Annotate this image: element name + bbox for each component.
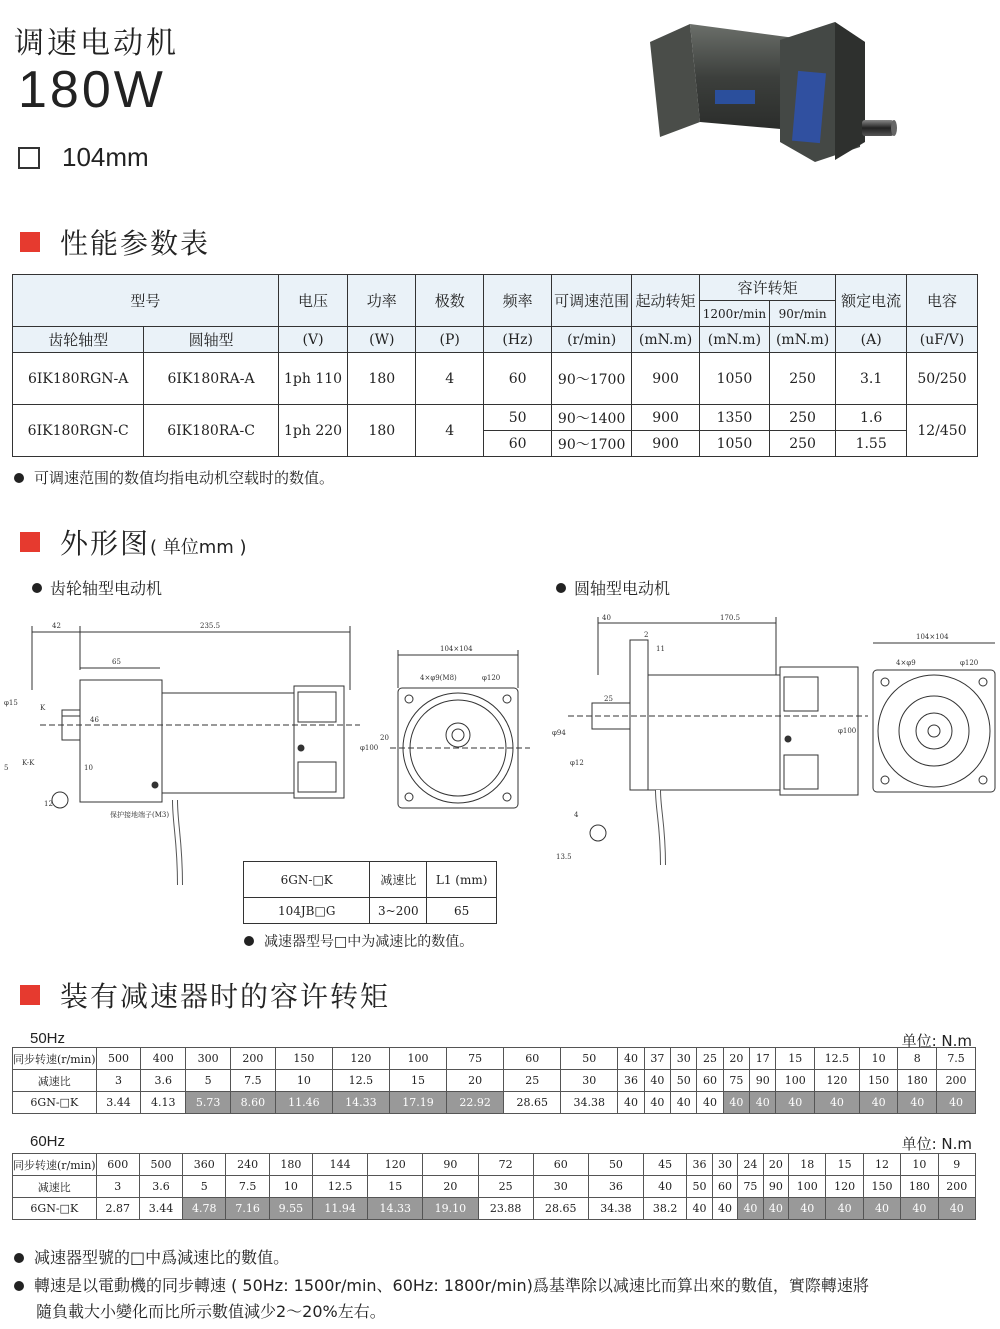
speed-cell: 120	[332, 1048, 389, 1070]
value-cell: 40	[618, 1092, 644, 1114]
outline-title-text: 外形图	[60, 527, 151, 560]
ratio-cell: 5	[186, 1070, 231, 1092]
bullet-icon	[244, 936, 254, 946]
square-icon	[18, 147, 40, 169]
dim-40: 40	[602, 614, 611, 622]
model-gear: 6IK180RGN-C	[13, 405, 144, 457]
speed-cell: 60	[504, 1048, 561, 1070]
value-cell: 2.87	[96, 1198, 139, 1220]
section-marker-icon	[20, 532, 40, 552]
dim-120: φ120	[482, 674, 501, 682]
start-torque-value: 900	[632, 405, 700, 431]
model-round: 6IK180RA-C	[144, 405, 278, 457]
performance-section-title: 性能参数表	[60, 227, 211, 260]
dim-kk: K-K	[22, 759, 35, 767]
speed-cell: 150	[275, 1048, 332, 1070]
unit-cell: (Hz)	[484, 327, 552, 353]
value-cell: 40	[776, 1092, 815, 1114]
torque-1200-value: 1050	[699, 353, 769, 405]
ratio-cell: 180	[898, 1070, 937, 1092]
gear-table-header: L1 (mm)	[427, 862, 497, 898]
range-value: 90～1400	[552, 405, 632, 431]
value-cell: 4.78	[183, 1198, 226, 1220]
ratio-cell: 90	[763, 1176, 788, 1198]
value-cell: 40	[859, 1092, 898, 1114]
speed-cell: 75	[447, 1048, 504, 1070]
dim-4: 4	[574, 811, 579, 819]
freq-60-label: 60Hz	[30, 1133, 66, 1150]
speed-cell: 60	[533, 1154, 588, 1176]
torque-table-60	[12, 1153, 976, 1220]
row-header-value: 6GN-□K	[13, 1198, 97, 1220]
value-cell: 22.92	[447, 1092, 504, 1114]
dim-5: 5	[4, 764, 9, 772]
speed-cell: 120	[368, 1154, 423, 1176]
torque-table-50	[12, 1047, 976, 1114]
round-motor-label	[556, 576, 670, 599]
table-row	[13, 1198, 976, 1220]
section-marker-icon	[20, 232, 40, 252]
value-cell: 3.44	[96, 1092, 141, 1114]
model-round: 6IK180RA-A	[144, 353, 278, 405]
current-value: 3.1	[836, 353, 907, 405]
ratio-cell: 5	[183, 1176, 226, 1198]
unit-cell: (mN.m)	[699, 327, 769, 353]
bullet-icon	[14, 473, 24, 483]
row-header-ratio: 减速比	[13, 1176, 97, 1198]
header-frequency: 频率	[484, 275, 552, 327]
round-motor-label-text: 圆轴型电动机	[574, 579, 671, 598]
product-title: 调速电动机	[14, 26, 179, 61]
footnote-1	[14, 1245, 869, 1271]
ratio-cell: 25	[478, 1176, 533, 1198]
torque-1200-value: 1050	[699, 431, 769, 457]
voltage-value: 1ph 110	[278, 353, 348, 405]
speed-cell: 72	[478, 1154, 533, 1176]
gear-motor-label	[32, 576, 162, 599]
dim-25: 25	[604, 695, 613, 703]
ratio-cell: 180	[901, 1176, 938, 1198]
header-model: 型号	[13, 275, 279, 327]
dim-12-shaft: φ12	[570, 759, 584, 767]
performance-note	[14, 467, 334, 488]
ratio-cell: 60	[697, 1070, 723, 1092]
dim-42: 42	[52, 622, 61, 630]
value-cell: 7.16	[226, 1198, 269, 1220]
table-row	[13, 1048, 976, 1070]
speed-cell: 50	[588, 1154, 643, 1176]
dim-holes-round: 4×φ9	[896, 659, 916, 667]
table-row	[13, 1154, 976, 1176]
speed-cell: 36	[687, 1154, 712, 1176]
value-cell: 40	[738, 1198, 763, 1220]
model-gear: 6IK180RGN-A	[13, 353, 144, 405]
unit-cell: (uF/V)	[906, 327, 977, 353]
gear-table-note-text: 减速器型号□中为减速比的数值。	[264, 934, 474, 950]
ratio-cell: 20	[423, 1176, 478, 1198]
table-row	[13, 353, 978, 405]
value-cell: 40	[750, 1092, 776, 1114]
speed-cell: 50	[561, 1048, 618, 1070]
value-cell: 3.44	[139, 1198, 182, 1220]
gear-table-header: 减速比	[370, 862, 427, 898]
dim-235: 235.5	[200, 622, 221, 630]
bullet-icon	[14, 1281, 24, 1291]
torque-90-value: 250	[769, 353, 835, 405]
value-cell: 11.94	[313, 1198, 368, 1220]
range-value: 90～1700	[552, 431, 632, 457]
speed-cell: 25	[697, 1048, 723, 1070]
dim-2: 2	[644, 631, 649, 639]
footnote-1-text: 减速器型號的□中爲減速比的數值。	[34, 1248, 290, 1267]
speed-cell: 20	[723, 1048, 749, 1070]
freq-value: 50	[484, 405, 552, 431]
header-torque-1200: 1200r/min	[699, 301, 769, 327]
header-start-torque: 起动转矩	[632, 275, 700, 327]
start-torque-value: 900	[632, 431, 700, 457]
gear-table-cell: 65	[427, 898, 497, 924]
speed-cell: 240	[226, 1154, 269, 1176]
torque-90-value: 250	[769, 431, 835, 457]
value-cell: 40	[863, 1198, 900, 1220]
ratio-cell: 15	[389, 1070, 446, 1092]
value-cell: 4.13	[141, 1092, 186, 1114]
speed-cell: 200	[230, 1048, 275, 1070]
outline-section-heading	[20, 522, 247, 562]
dim-46: 46	[90, 716, 99, 724]
outline-section-title	[60, 522, 247, 562]
unit-label-50: 单位: N.m	[901, 1032, 972, 1050]
header-torque-90: 90r/min	[769, 301, 835, 327]
value-cell: 40	[671, 1092, 697, 1114]
ratio-cell: 120	[826, 1176, 863, 1198]
unit-cell: (mN.m)	[632, 327, 700, 353]
header-poles: 极数	[416, 275, 484, 327]
header-allow-torque: 容许转矩	[699, 275, 835, 301]
speed-cell: 100	[389, 1048, 446, 1070]
header-capacitor: 电容	[906, 275, 977, 327]
cap-value: 50/250	[906, 353, 977, 405]
value-cell: 40	[697, 1092, 723, 1114]
speed-cell: 12	[863, 1154, 900, 1176]
ratio-cell: 75	[738, 1176, 763, 1198]
speed-cell: 12.5	[815, 1048, 860, 1070]
cap-value: 12/450	[906, 405, 977, 457]
header-gear-shaft: 齿轮轴型	[13, 327, 144, 353]
performance-section-heading	[20, 222, 210, 262]
speed-cell: 400	[141, 1048, 186, 1070]
row-header-value: 6GN-□K	[13, 1092, 97, 1114]
dim-100: φ100	[360, 744, 379, 752]
ratio-cell: 40	[644, 1176, 687, 1198]
frame-size	[18, 142, 149, 173]
unit-cell: (A)	[836, 327, 907, 353]
speed-cell: 20	[763, 1154, 788, 1176]
value-cell: 14.33	[368, 1198, 423, 1220]
dim-shaft: φ15	[4, 699, 18, 707]
table-row	[13, 1092, 976, 1114]
ratio-cell: 60	[712, 1176, 737, 1198]
speed-cell: 7.5	[937, 1048, 976, 1070]
speed-cell: 90	[423, 1154, 478, 1176]
speed-cell: 45	[644, 1154, 687, 1176]
ratio-cell: 150	[859, 1070, 898, 1092]
value-cell: 11.46	[275, 1092, 332, 1114]
poles-value: 4	[416, 405, 484, 457]
current-value: 1.6	[836, 405, 907, 431]
footnotes	[14, 1245, 869, 1325]
value-cell: 34.38	[561, 1092, 618, 1114]
performance-table	[12, 274, 978, 457]
ratio-cell: 10	[269, 1176, 312, 1198]
row-header-speed: 同步转速(r/min)	[13, 1048, 97, 1070]
torque-section-title: 装有减速器时的容许转矩	[60, 980, 391, 1013]
speed-cell: 24	[738, 1154, 763, 1176]
dim-65: 65	[112, 658, 121, 666]
ratio-cell: 40	[644, 1070, 670, 1092]
value-cell: 17.19	[389, 1092, 446, 1114]
motor-label	[715, 90, 755, 104]
range-value: 90～1700	[552, 353, 632, 405]
speed-cell: 500	[139, 1154, 182, 1176]
frame-size-value: 104mm	[62, 142, 149, 172]
dim-170: 170.5	[720, 614, 741, 622]
torque-section-heading	[20, 975, 390, 1015]
gear-head-table	[243, 861, 497, 924]
ratio-cell: 12.5	[332, 1070, 389, 1092]
row-header-speed: 同步转速(r/min)	[13, 1154, 97, 1176]
value-cell: 40	[815, 1092, 860, 1114]
gear-table-cell: 104JB□G	[244, 898, 370, 924]
value-cell: 40	[712, 1198, 737, 1220]
dim-104-round: 104×104	[916, 633, 949, 641]
dim-lead: 保护接地端子(M3)	[110, 811, 170, 819]
ratio-cell: 30	[533, 1176, 588, 1198]
gear-motor-label-text: 齿轮轴型电动机	[50, 579, 163, 598]
ratio-cell: 10	[275, 1070, 332, 1092]
speed-cell: 500	[96, 1048, 141, 1070]
value-cell: 8.60	[230, 1092, 275, 1114]
ratio-cell: 100	[789, 1176, 826, 1198]
power-value: 180	[348, 353, 416, 405]
speed-cell: 8	[898, 1048, 937, 1070]
header-current: 额定电流	[836, 275, 907, 327]
table-row	[13, 405, 978, 431]
ratio-cell: 12.5	[313, 1176, 368, 1198]
dim-120-round: φ120	[960, 659, 979, 667]
footnote-2-text: 轉速是以電動機的同步轉速 ( 50Hz: 1500r/min、60Hz: 1800r/min)爲基準除以减速比而算出來的數值，實際轉速將	[34, 1276, 869, 1295]
ratio-cell: 200	[937, 1070, 976, 1092]
header-round-shaft: 圆轴型	[144, 327, 278, 353]
speed-cell: 600	[96, 1154, 139, 1176]
value-cell: 28.65	[504, 1092, 561, 1114]
poles-value: 4	[416, 353, 484, 405]
section-marker-icon	[20, 985, 40, 1005]
bullet-icon	[556, 583, 566, 593]
speed-cell: 144	[313, 1154, 368, 1176]
speed-cell: 360	[183, 1154, 226, 1176]
value-cell: 40	[938, 1198, 976, 1220]
value-cell: 9.55	[269, 1198, 312, 1220]
table-row	[13, 1176, 976, 1198]
speed-cell: 30	[671, 1048, 697, 1070]
freq-value: 60	[484, 431, 552, 457]
unit-cell: (W)	[348, 327, 416, 353]
ratio-cell: 3	[96, 1070, 141, 1092]
round-motor-drawing	[548, 605, 1000, 870]
value-cell: 28.65	[533, 1198, 588, 1220]
ratio-cell: 120	[815, 1070, 860, 1092]
ratio-cell: 20	[447, 1070, 504, 1092]
footnote-2-cont: 隨負載大小變化而比所示數值減少2～20%左右。	[36, 1302, 386, 1321]
value-cell: 40	[901, 1198, 938, 1220]
table-row	[13, 1070, 976, 1092]
header-speed-range: 可调速范围	[552, 275, 632, 327]
dim-k: K	[40, 704, 46, 712]
value-cell: 40	[644, 1092, 670, 1114]
torque-90-value: 250	[769, 405, 835, 431]
unit-cell: (r/min)	[552, 327, 632, 353]
row-header-ratio: 减速比	[13, 1070, 97, 1092]
power-value: 180	[348, 405, 416, 457]
value-cell: 38.2	[644, 1198, 687, 1220]
gear-table-note	[244, 931, 473, 951]
current-value: 1.55	[836, 431, 907, 457]
unit-cell: (P)	[416, 327, 484, 353]
value-cell: 40	[826, 1198, 863, 1220]
torque-1200-value: 1350	[699, 405, 769, 431]
dim-12: 12	[44, 800, 53, 808]
header-voltage: 电压	[278, 275, 348, 327]
ratio-cell: 7.5	[230, 1070, 275, 1092]
value-cell: 23.88	[478, 1198, 533, 1220]
speed-cell: 10	[901, 1154, 938, 1176]
dim-holes: 4×φ9(M8)	[420, 674, 457, 682]
ratio-cell: 50	[671, 1070, 697, 1092]
value-cell: 40	[687, 1198, 712, 1220]
speed-cell: 17	[750, 1048, 776, 1070]
speed-cell: 30	[712, 1154, 737, 1176]
speed-cell: 40	[618, 1048, 644, 1070]
ratio-cell: 50	[687, 1176, 712, 1198]
speed-cell: 9	[938, 1154, 976, 1176]
dim-100-round: φ100	[838, 727, 857, 735]
performance-note-text: 可调速范围的数值均指电动机空载时的数值。	[34, 469, 335, 487]
ratio-cell: 200	[938, 1176, 976, 1198]
freq-50-label: 50Hz	[30, 1030, 66, 1047]
dim-11: 11	[656, 645, 665, 653]
dim-104: 104×104	[440, 645, 473, 653]
value-cell: 34.38	[588, 1198, 643, 1220]
voltage-value: 1ph 220	[278, 405, 348, 457]
speed-cell: 10	[859, 1048, 898, 1070]
outline-unit: ( 单位mm )	[150, 537, 247, 558]
dim-20: 20	[380, 734, 389, 742]
speed-cell: 180	[269, 1154, 312, 1176]
bullet-icon	[14, 1253, 24, 1263]
speed-cell: 18	[789, 1154, 826, 1176]
gear-motor-drawing	[0, 610, 540, 900]
dim-94: φ94	[552, 729, 566, 737]
value-cell: 19.10	[423, 1198, 478, 1220]
motor-photo	[640, 12, 900, 172]
speed-cell: 15	[776, 1048, 815, 1070]
header-power: 功率	[348, 275, 416, 327]
gear-table-header: 6GN-□K	[244, 862, 370, 898]
value-cell: 40	[937, 1092, 976, 1114]
ratio-cell: 25	[504, 1070, 561, 1092]
dim-10: 10	[84, 764, 93, 772]
speed-cell: 15	[826, 1154, 863, 1176]
unit-cell: (V)	[278, 327, 348, 353]
value-cell: 40	[763, 1198, 788, 1220]
ratio-cell: 30	[561, 1070, 618, 1092]
ratio-cell: 75	[723, 1070, 749, 1092]
ratio-cell: 3.6	[139, 1176, 182, 1198]
value-cell: 40	[723, 1092, 749, 1114]
value-cell: 5.73	[186, 1092, 231, 1114]
speed-cell: 37	[644, 1048, 670, 1070]
ratio-cell: 3.6	[141, 1070, 186, 1092]
unit-cell: (mN.m)	[769, 327, 835, 353]
gear-table-cell: 3~200	[370, 898, 427, 924]
bullet-icon	[32, 583, 42, 593]
dim-13: 13.5	[556, 853, 572, 861]
start-torque-value: 900	[632, 353, 700, 405]
ratio-cell: 36	[588, 1176, 643, 1198]
freq-value: 60	[484, 353, 552, 405]
speed-cell: 300	[186, 1048, 231, 1070]
ratio-cell: 7.5	[226, 1176, 269, 1198]
power-rating: 180W	[18, 61, 166, 119]
ratio-cell: 150	[863, 1176, 900, 1198]
footnote-2	[14, 1273, 869, 1299]
value-cell: 14.33	[332, 1092, 389, 1114]
ratio-cell: 3	[96, 1176, 139, 1198]
ratio-cell: 36	[618, 1070, 644, 1092]
value-cell: 40	[789, 1198, 826, 1220]
ratio-cell: 15	[368, 1176, 423, 1198]
ratio-cell: 100	[776, 1070, 815, 1092]
unit-label-60: 单位: N.m	[901, 1135, 972, 1153]
ratio-cell: 90	[750, 1070, 776, 1092]
value-cell: 40	[898, 1092, 937, 1114]
